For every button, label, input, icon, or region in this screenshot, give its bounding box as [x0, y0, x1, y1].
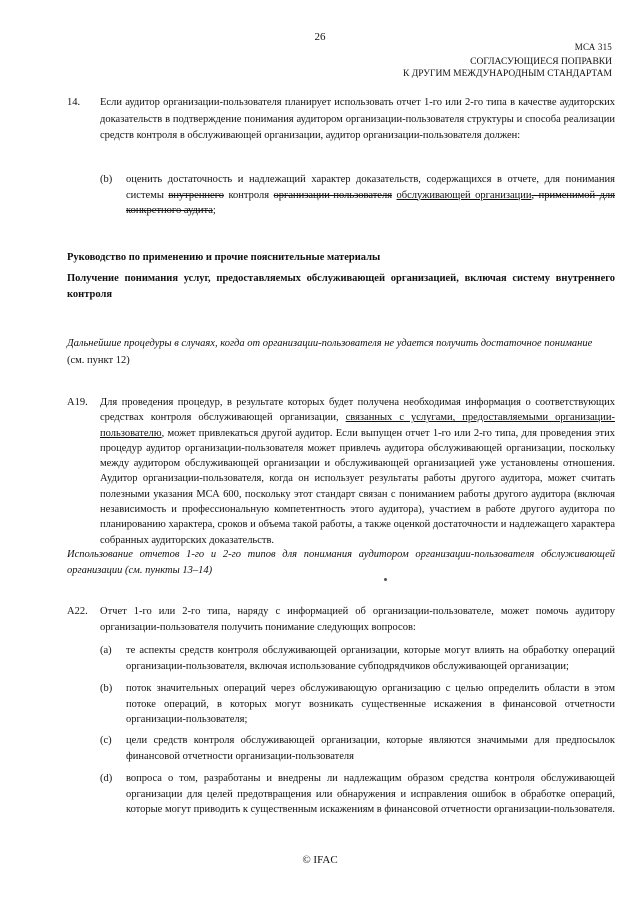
subsection-heading: Получение понимания услуг, предоставляемых обслуживающей организацией, включая систему внутреннего контроля: [67, 273, 615, 300]
subheading-use-of-reports: Использование отчетов 1-го и 2-го типов для понимания аудитором организации-пользователя обслуживающей организации (см. пункты 13–14): [67, 549, 615, 576]
deleted-text: , применимой для конкретного аудита: [126, 189, 616, 216]
para-14-b-text-1: оценить достаточность и надлежащий характер доказательств, содержащихся в отчете, для понимания системы: [126, 174, 615, 201]
para-a19-text-2: , может привлекаться другой аудитор. Если выпущен отчет 1-го или 2-го типа, для проведения этих процедур аудитор организации-пользователя может привлечь аудитора обслуживающей организации, поскольку между аудитором обслуживающей организации и обслуживающей организацией уже установлены отношения. Аудитор организации-пользователя, когда он использует результаты работы другого аудитора, может считать полезными указания МСА 600, поскольку этот стандарт связан с пониманием работы другого аудитора (включая независимость и профессиональную компетентность этого аудитора), участием в работе другого аудитора по планированию характера, сроков и объема такой работы, а также оценкой достаточности и надлежащего характера собранных аудиторских доказательств.: [100, 427, 615, 546]
para-a19-text-1: Для проведения процедур, в результате которых будет получена необходимая информация о соответствующих средствах контроля обслуживающей организации,: [100, 397, 615, 424]
para-a22-c-label: (c): [100, 735, 112, 746]
para-a22-a-label: (a): [100, 645, 112, 656]
para-14-b-label: (b): [100, 174, 113, 185]
copyright-footer: © IFAC: [302, 854, 338, 866]
running-header: [403, 56, 612, 80]
deleted-text: организации-пользователя: [273, 189, 393, 201]
para-14-text: Если аудитор организации-пользователя планирует использовать отчет 1-го или 2-го типа в качестве аудиторских доказательств в подтверждение понимания аудитором организации-пользователя структуры и способа реализации средств контроля в обслуживающей организации, аудитор организации-пользователя должен:: [100, 97, 615, 141]
section-heading: Руководство по применению и прочие пояснительные материалы: [67, 252, 381, 263]
subheading-further-procedures-title: Дальнейшие процедуры в случаях, когда от организации-пользователя не удается получить достаточное понимание: [67, 338, 593, 349]
deleted-text: внутреннего: [168, 189, 225, 201]
para-a22-d-text: вопроса о том, разработаны и внедрены ли надлежащим образом средства контроля обслуживающей организации для целей предотвращения или обнаружения и исправления ошибок в обработке операций, которые могут приводить к существенным искажениям в финансовой отчетности организации-пользователя.: [126, 773, 615, 815]
page-number: 26: [314, 31, 326, 43]
running-header-line-2: К ДРУГИМ МЕЖДУНАРОДНЫМ СТАНДАРТАМ: [403, 69, 612, 79]
para-a22-text: Отчет 1-го или 2-го типа, наряду с информацией об организации-пользователе, может помочь аудитору организации-пользователя получить понимание следующих вопросов:: [100, 606, 615, 633]
para-a22-b-label: (b): [100, 683, 113, 694]
subheading-further-procedures-ref: (см. пункт 12): [67, 355, 130, 366]
para-14-b-text-4: ;: [212, 205, 216, 216]
para-14-number: 14.: [67, 97, 81, 108]
inserted-text: связанных с услугами, предоставляемыми организации-пользователю: [100, 412, 615, 439]
document-code: МСА 315: [574, 42, 612, 52]
inserted-text: обслуживающей организации: [396, 189, 532, 201]
scan-speck: [384, 578, 387, 581]
para-a22-d-label: (d): [100, 773, 113, 784]
para-a22-c-text: цели средств контроля обслуживающей организации, которые являются значимыми для предпосылок финансовой отчетности организации-пользователя: [126, 735, 615, 762]
para-a19-number: A19.: [67, 397, 88, 408]
para-14-b-text: [126, 172, 615, 219]
para-14-b-text-2: контроля: [224, 189, 274, 201]
para-a22-number: A22.: [67, 606, 88, 617]
para-a22-a-text: те аспекты средств контроля обслуживающей организации, которые могут влиять на обработку операций организации-пользователя, включая использование субподрядчиков обслуживающей организации;: [126, 645, 615, 672]
running-header-line-1: СОГЛАСУЮЩИЕСЯ ПОПРАВКИ: [470, 57, 612, 67]
subheading-further-procedures: [67, 335, 615, 369]
para-a22-b-text: поток значительных операций через обслуживающую организацию с целью определить области в этом потоке операций, в которых могут возникать существенные искажения в финансовой отчетности организации-пользователя;: [126, 683, 615, 725]
para-a19-text: [100, 395, 615, 548]
